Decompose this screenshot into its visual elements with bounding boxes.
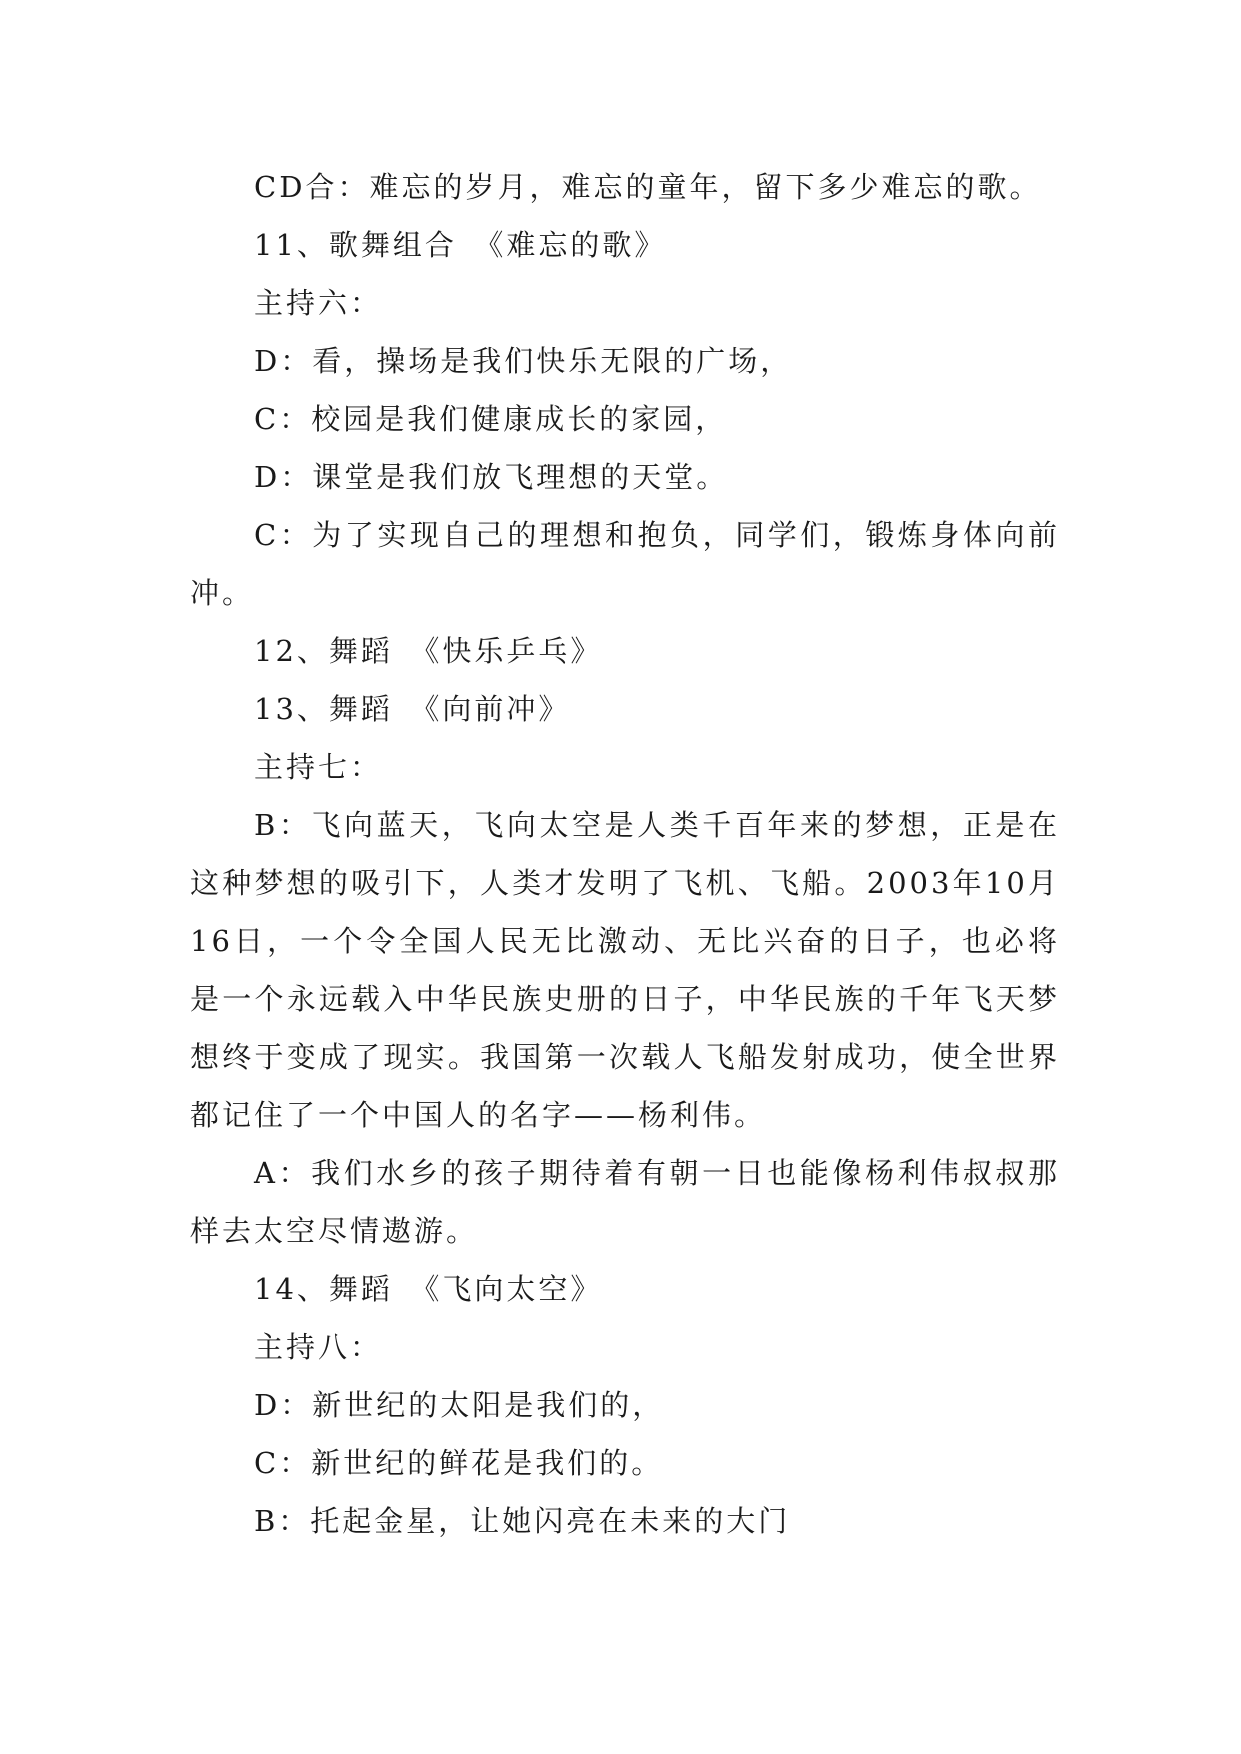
- host-section-7-heading: 主持七：: [254, 750, 383, 784]
- paragraph-c-new-century-flowers: C：新世纪的鲜花是我们的。: [254, 1446, 664, 1480]
- host-section-6-heading: 主持六：: [254, 286, 383, 320]
- program-item-14: 14、舞蹈 《飞向太空》: [254, 1272, 603, 1306]
- program-item-12: 12、舞蹈 《快乐乒乓》: [254, 634, 603, 668]
- program-item-13: 13、舞蹈 《向前冲》: [254, 692, 571, 726]
- host-section-8-heading: 主持八：: [254, 1330, 383, 1364]
- paragraph-a-water-town: A：我们水乡的孩子期待着有朝一日也能像杨利伟叔叔那样去太空尽情遨游。: [190, 1156, 1060, 1248]
- paragraph-b-space-dream: B：飞向蓝天，飞向太空是人类千百年来的梦想，正是在这种梦想的吸引下，人类才发明了飞机、飞船。2003年10月16日，一个令全国人民无比激动、无比兴奋的日子，也必将是一个永远载入中华民族史册的日子，中华民族的千年飞天梦想终于变成了现实。我国第一次载人飞船发射成功，使全世界都记住了一个中国人的名字——杨利伟。: [190, 808, 1060, 1132]
- paragraph-b-golden-star: B：托起金星，让她闪亮在未来的大门: [254, 1504, 791, 1538]
- paragraph-c-ideals: C：为了实现自己的理想和抱负，同学们，锻炼身体向前冲。: [190, 518, 1060, 610]
- paragraph-d-classroom: D：课堂是我们放飞理想的天堂。: [254, 460, 729, 494]
- paragraph-cd-chorus: CD合：难忘的岁月，难忘的童年，留下多少难忘的歌。: [254, 170, 1042, 204]
- paragraph-c-campus: C：校园是我们健康成长的家园，: [254, 402, 728, 436]
- paragraph-d-playground: D：看，操场是我们快乐无限的广场，: [254, 344, 793, 378]
- document-body: [190, 158, 1060, 1550]
- paragraph-d-new-century-sun: D：新世纪的太阳是我们的，: [254, 1388, 665, 1422]
- program-item-11: 11、歌舞组合 《难忘的歌》: [254, 228, 667, 262]
